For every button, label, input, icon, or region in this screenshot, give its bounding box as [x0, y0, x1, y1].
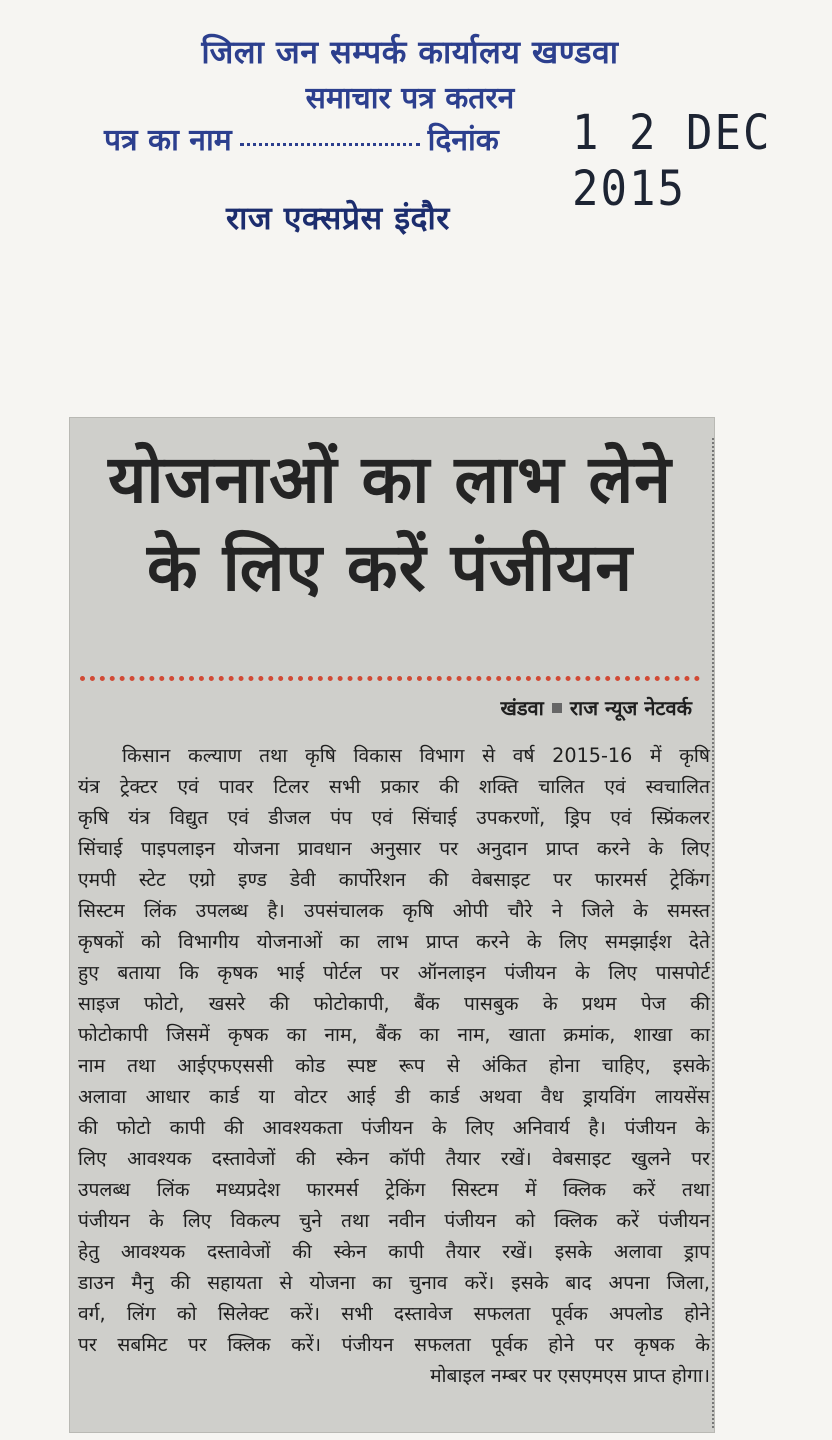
news-clipping: [70, 418, 714, 1432]
article-line: एमपी स्टेट एग्रो इण्ड डेवी कार्पोरेशन की वेबसाइट पर फारमर्स ट्रेकिंग: [78, 868, 710, 891]
stamp-date: 1 2 DEC 2015: [572, 104, 772, 218]
article-line: वर्ग, लिंग को सिलेक्ट करें। सभी दस्तावेज सफलता पूर्वक अपलोड होने: [78, 1302, 710, 1325]
article-line: हुए बताया कि कृषक भाई पोर्टल पर ऑनलाइन पंजीयन के लिए पासपोर्ट: [78, 961, 710, 984]
paper-name: राज एक्सप्रेस इंदौर: [226, 199, 450, 237]
article-line: अलावा आधार कार्ड या वोटर आई डी कार्ड अथवा वैध ड्रायविंग लायसेंस: [78, 1085, 710, 1108]
article-line: नाम तथा आईएफएससी कोड स्पष्ट रूप से अंकित होना चाहिए, इसके: [78, 1054, 710, 1077]
dateline-source: राज न्यूज नेटवर्क: [569, 696, 692, 720]
article-line: कृषि यंत्र विद्युत एवं डीजल पंप एवं सिंचाई उपकरणों, ड्रिप एवं स्प्रिंकलर: [78, 806, 710, 829]
column-rule: [710, 438, 714, 1428]
article-line: पंजीयन के लिए विकल्प चुने तथा नवीन पंजीयन को क्लिक करें पंजीयन: [78, 1209, 710, 1232]
stamp-title: समाचार पत्र कतरन: [305, 81, 515, 116]
headline-line-1: योजनाओं का लाभ लेने: [108, 441, 672, 518]
paper-name-label: पत्र का नाम: [104, 123, 232, 158]
dateline: [500, 694, 692, 721]
headline-line-2: के लिए करें पंजीयन: [146, 529, 634, 606]
date-label: दिनांक: [427, 123, 499, 158]
article-line: कृषकों को विभागीय योजनाओं का लाभ प्राप्त करने के लिए समझाईश देते: [78, 930, 710, 953]
office-stamp: [0, 0, 832, 260]
article-line: किसान कल्याण तथा कृषि विकास विभाग से वर्ष 2015-16 में कृषि: [122, 744, 710, 767]
square-bullet-icon: [552, 703, 562, 713]
article-line: डाउन मैनु की सहायता से योजना का चुनाव करें। इसके बाद अपना जिला,: [78, 1271, 710, 1294]
stamp-fields: [104, 118, 499, 159]
article-line: फोटोकापी जिसमें कृषक का नाम, बैंक का नाम, खाता क्रमांक, शाखा का: [78, 1023, 710, 1046]
article-line: उपलब्ध लिंक मध्यप्रदेश फारमर्स ट्रेकिंग सिस्टम में क्लिक करें तथा: [78, 1178, 710, 1201]
office-name: जिला जन सम्पर्क कार्यालय खण्डवा: [201, 33, 619, 71]
headline: [80, 436, 700, 612]
article-body: [78, 740, 710, 1391]
dotted-separator: [80, 676, 700, 681]
dateline-place: खंडवा: [500, 696, 544, 720]
article-line: यंत्र ट्रेक्टर एवं पावर टिलर सभी प्रकार की शक्ति चालित एवं स्वचालित: [78, 775, 710, 798]
article-line: सिंचाई पाइपलाइन योजना प्रावधान अनुसार पर अनुदान प्राप्त करने के लिए: [78, 837, 710, 860]
article-line: साइज फोटो, खसरे की फोटोकापी, बैंक पासबुक के प्रथम पेज की: [78, 992, 710, 1015]
article-line: सिस्टम लिंक उपलब्ध है। उपसंचालक कृषि ओपी चौरे ने जिले के समस्त: [78, 899, 710, 922]
article-line: पर सबमिट पर क्लिक करें। पंजीयन सफलता पूर्वक होने पर कृषक के: [78, 1333, 710, 1356]
article-line: हेतु आवश्यक दस्तावेजों की स्केन कापी तैयार रखें। इसके अलावा ड्राप: [78, 1240, 710, 1263]
article-line: मोबाइल नम्बर पर एसएमएस प्राप्त होगा।: [430, 1364, 710, 1387]
article-line: की फोटो कापी की आवश्यकता पंजीयन के लिए अनिवार्य है। पंजीयन के: [78, 1116, 710, 1139]
article-line: लिए आवश्यक दस्तावेजों की स्केन कॉपी तैयार रखें। वेबसाइट खुलने पर: [78, 1147, 710, 1170]
dotted-blank: [240, 143, 420, 146]
